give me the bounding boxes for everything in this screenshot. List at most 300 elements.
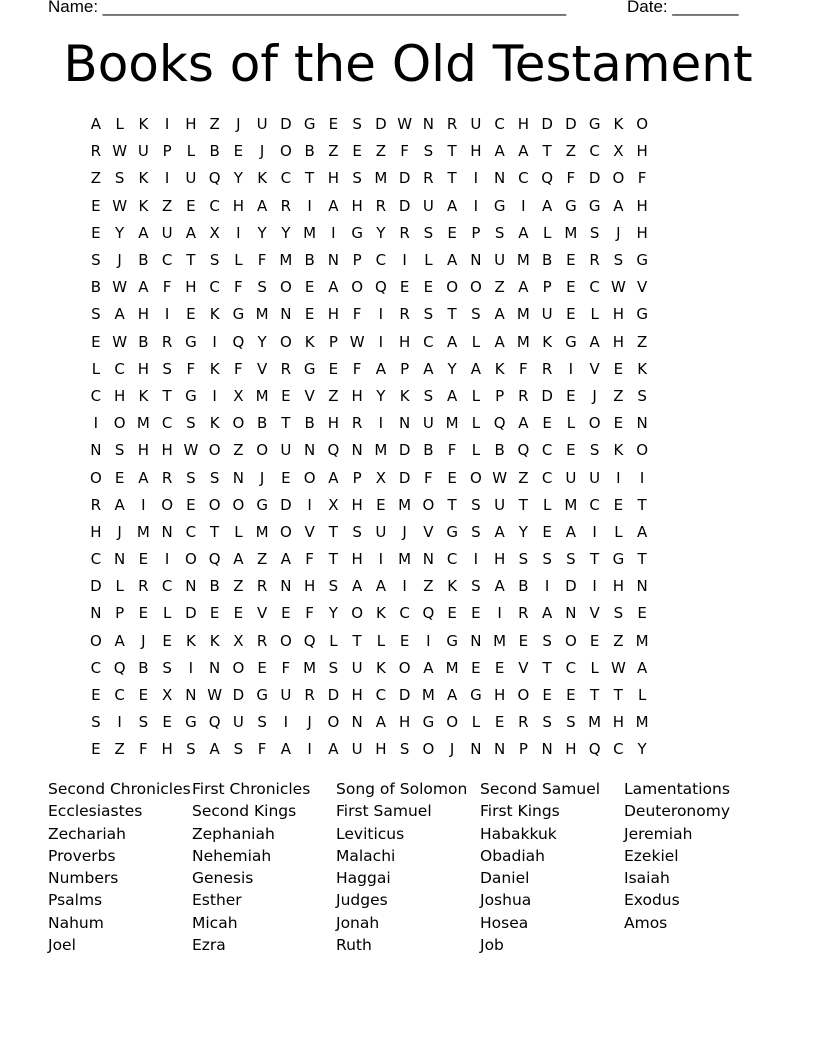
grid-letter: E: [471, 604, 481, 623]
grid-letter: C: [280, 169, 292, 188]
grid-letter: K: [375, 604, 386, 623]
grid-letter: G: [351, 223, 363, 242]
grid-letter: C: [114, 359, 125, 378]
grid-letter: T: [542, 658, 552, 677]
grid-letter: U: [185, 169, 197, 188]
grid-letter: H: [636, 223, 648, 242]
grid-letter: P: [471, 223, 481, 242]
grid-letter: H: [137, 359, 150, 378]
grid-letter: M: [398, 495, 412, 514]
grid-letter: J: [117, 522, 122, 541]
grid-letter: A: [185, 223, 196, 242]
grid-letter: E: [138, 550, 149, 569]
word-list-item: Isaiah: [624, 869, 670, 888]
grid-letter: L: [471, 386, 481, 405]
grid-letter: T: [637, 495, 647, 514]
grid-letter: L: [566, 414, 576, 433]
grid-letter: K: [209, 305, 220, 324]
grid-letter: O: [279, 332, 292, 351]
grid-letter: W: [397, 115, 413, 134]
grid-letter: L: [471, 414, 481, 433]
grid-letter: P: [400, 359, 410, 378]
grid-letter: S: [471, 522, 481, 541]
grid-letter: B: [138, 332, 149, 351]
grid-letter: H: [351, 686, 363, 705]
grid-letter: M: [516, 251, 530, 270]
grid-letter: S: [423, 386, 434, 405]
grid-letter: A: [138, 468, 149, 487]
grid-letter: R: [280, 359, 292, 378]
grid-letter: S: [589, 223, 600, 242]
grid-row: [84, 628, 654, 655]
grid-letter: I: [164, 550, 170, 569]
grid-letter: Q: [517, 441, 530, 460]
grid-letter: F: [305, 550, 314, 569]
grid-letter: O: [279, 278, 292, 297]
grid-letter: M: [516, 332, 530, 351]
grid-letter: M: [303, 658, 317, 677]
grid-letter: Z: [494, 278, 505, 297]
grid-letter: C: [589, 278, 600, 297]
grid-letter: E: [423, 278, 434, 297]
grid-letter: Z: [613, 386, 624, 405]
grid-letter: S: [162, 359, 172, 378]
grid-letter: E: [91, 686, 101, 705]
word-list-item: Nehemiah: [192, 846, 272, 865]
grid-letter: N: [280, 577, 292, 596]
grid-letter: G: [185, 386, 197, 405]
grid-letter: F: [257, 251, 267, 270]
grid-letter: A: [233, 550, 244, 569]
grid-letter: E: [281, 604, 291, 623]
grid-letter: I: [473, 550, 479, 569]
grid-letter: A: [494, 142, 505, 161]
grid-letter: S: [423, 142, 434, 161]
grid-letter: E: [91, 332, 101, 351]
grid-letter: K: [613, 441, 624, 460]
grid-letter: N: [422, 550, 434, 569]
grid-letter: N: [185, 686, 197, 705]
grid-letter: Y: [447, 359, 457, 378]
grid-letter: X: [613, 142, 624, 161]
grid-letter: H: [303, 577, 316, 596]
grid-letter: R: [351, 414, 363, 433]
grid-letter: A: [541, 604, 553, 623]
grid-letter: A: [280, 550, 291, 569]
grid-letter: N: [351, 441, 363, 460]
grid-letter: A: [328, 278, 339, 297]
grid-letter: H: [327, 414, 340, 433]
grid-letter: E: [589, 631, 600, 650]
grid-letter: I: [378, 332, 384, 351]
grid-letter: U: [422, 196, 434, 215]
grid-letter: E: [162, 713, 172, 732]
grid-letter: H: [137, 305, 150, 324]
grid-letter: A: [328, 740, 339, 759]
grid-letter: U: [232, 713, 244, 732]
grid-letter: D: [375, 115, 387, 134]
grid-letter: T: [328, 550, 338, 569]
grid-row: [84, 329, 654, 356]
grid-row: [84, 546, 654, 573]
grid-row: [84, 247, 654, 274]
grid-letter: K: [637, 359, 648, 378]
grid-letter: I: [307, 740, 312, 759]
grid-letter: H: [137, 441, 150, 460]
grid-letter: H: [636, 142, 648, 161]
grid-letter: V: [256, 604, 268, 623]
grid-letter: S: [352, 169, 362, 188]
grid-letter: A: [114, 495, 125, 514]
grid-letter: N: [565, 604, 577, 623]
grid-letter: G: [565, 196, 577, 215]
grid-letter: H: [327, 305, 340, 324]
grid-letter: F: [234, 278, 243, 297]
grid-letter: C: [161, 577, 173, 596]
grid-letter: O: [113, 414, 126, 433]
grid-letter: V: [423, 522, 434, 541]
grid-letter: T: [590, 686, 600, 705]
word-column: [48, 778, 192, 956]
grid-letter: A: [114, 305, 125, 324]
grid-letter: J: [449, 740, 455, 759]
grid-letter: R: [375, 196, 387, 215]
grid-letter: C: [494, 115, 505, 134]
grid-letter: I: [378, 550, 384, 569]
grid-letter: A: [375, 359, 386, 378]
grid-letter: S: [542, 713, 552, 732]
grid-letter: S: [566, 713, 576, 732]
grid-letter: F: [139, 740, 148, 759]
grid-letter: E: [399, 278, 410, 297]
grid-letter: S: [399, 740, 410, 759]
grid-letter: W: [112, 278, 128, 297]
grid-letter: H: [375, 740, 387, 759]
grid-letter: K: [138, 196, 149, 215]
grid-letter: T: [518, 495, 528, 514]
grid-letter: S: [518, 550, 529, 569]
grid-letter: N: [351, 713, 363, 732]
grid-letter: Q: [541, 169, 554, 188]
grid-letter: D: [588, 169, 601, 188]
grid-letter: S: [114, 169, 125, 188]
grid-letter: X: [328, 495, 339, 514]
grid-letter: O: [422, 495, 435, 514]
grid-letter: Z: [328, 142, 339, 161]
grid-letter: J: [141, 631, 146, 650]
grid-letter: C: [423, 332, 434, 351]
grid-letter: O: [588, 414, 601, 433]
grid-letter: S: [209, 468, 220, 487]
grid-letter: S: [186, 414, 196, 433]
grid-letter: E: [566, 686, 576, 705]
grid-letter: I: [592, 577, 597, 596]
grid-letter: K: [613, 115, 624, 134]
grid-letter: R: [304, 686, 315, 705]
grid-letter: E: [281, 468, 291, 487]
grid-letter: I: [307, 196, 312, 215]
grid-letter: D: [565, 115, 577, 134]
grid-letter: O: [351, 604, 364, 623]
grid-letter: O: [564, 631, 577, 650]
word-list-item: Second Samuel: [480, 780, 601, 798]
grid-letter: G: [422, 713, 435, 732]
word-list-item: Habakkuk: [480, 824, 557, 843]
grid-letter: A: [518, 414, 529, 433]
grid-letter: N: [494, 740, 506, 759]
grid-letter: J: [616, 223, 621, 242]
grid-letter: H: [493, 550, 506, 569]
word-list-item: First Kings: [480, 802, 560, 821]
word-list-item: Hosea: [480, 913, 529, 932]
grid-letter: M: [279, 251, 293, 270]
grid-letter: A: [494, 577, 505, 596]
grid-letter: N: [470, 631, 482, 650]
grid-letter: H: [90, 522, 102, 541]
grid-letter: J: [402, 522, 407, 541]
grid-letter: I: [497, 604, 502, 623]
grid-letter: O: [184, 550, 197, 569]
grid-letter: K: [399, 386, 410, 405]
grid-letter: I: [426, 631, 431, 650]
grid-letter: R: [280, 196, 292, 215]
grid-letter: N: [470, 251, 482, 270]
grid-letter: W: [610, 278, 626, 297]
grid-letter: O: [279, 631, 292, 650]
grid-letter: H: [612, 577, 625, 596]
grid-letter: Y: [637, 740, 647, 759]
grid-row: [84, 111, 654, 138]
word-list-item: Ezekiel: [624, 846, 679, 865]
grid-letter: E: [233, 604, 244, 623]
grid-letter: E: [304, 305, 315, 324]
grid-letter: H: [351, 196, 363, 215]
grid-letter: E: [447, 223, 457, 242]
grid-letter: D: [327, 686, 340, 705]
grid-letter: L: [115, 115, 124, 134]
grid-letter: E: [613, 495, 624, 514]
grid-letter: O: [279, 522, 292, 541]
grid-letter: S: [91, 713, 101, 732]
grid-letter: U: [280, 686, 292, 705]
grid-letter: H: [517, 115, 530, 134]
grid-letter: X: [233, 631, 244, 650]
grid-letter: D: [541, 386, 553, 405]
grid-letter: F: [257, 740, 267, 759]
word-column: [624, 778, 768, 956]
grid-letter: H: [612, 713, 625, 732]
grid-letter: C: [161, 414, 173, 433]
grid-letter: D: [398, 686, 411, 705]
grid-letter: H: [351, 550, 363, 569]
grid-letter: B: [541, 251, 553, 270]
grid-letter: C: [565, 658, 577, 677]
grid-letter: M: [136, 414, 150, 433]
grid-letter: E: [566, 251, 576, 270]
grid-letter: M: [421, 686, 435, 705]
word-list-item: Amos: [624, 913, 668, 932]
grid-row: [84, 383, 654, 410]
grid-letter: Y: [233, 169, 243, 188]
grid-letter: M: [635, 631, 649, 650]
grid-letter: B: [518, 577, 529, 596]
grid-letter: G: [612, 550, 625, 569]
grid-letter: S: [257, 713, 267, 732]
word-list-item: Second Kings: [192, 802, 297, 821]
grid-letter: E: [257, 658, 267, 677]
grid-letter: M: [493, 631, 507, 650]
grid-letter: A: [351, 577, 363, 596]
grid-letter: N: [114, 550, 126, 569]
grid-letter: N: [304, 441, 316, 460]
grid-letter: V: [636, 278, 648, 297]
grid-letter: T: [447, 495, 457, 514]
grid-row: [84, 220, 654, 247]
grid-row: [84, 682, 654, 709]
grid-letter: Q: [232, 332, 245, 351]
grid-letter: O: [279, 142, 292, 161]
grid-letter: K: [375, 658, 386, 677]
grid-letter: B: [423, 441, 434, 460]
grid-letter: O: [422, 740, 435, 759]
grid-letter: U: [494, 495, 506, 514]
grid-letter: C: [114, 686, 125, 705]
grid-letter: L: [471, 713, 481, 732]
grid-letter: R: [446, 115, 458, 134]
grid-letter: U: [494, 251, 506, 270]
grid-row: [84, 138, 654, 165]
grid-letter: C: [589, 142, 600, 161]
grid-letter: E: [518, 631, 529, 650]
word-list-item: Exodus: [624, 891, 680, 910]
grid-letter: N: [185, 577, 197, 596]
grid-letter: C: [613, 740, 624, 759]
grid-letter: T: [542, 142, 552, 161]
grid-letter: R: [90, 495, 102, 514]
word-list-item: Leviticus: [336, 824, 405, 843]
grid-letter: T: [590, 550, 600, 569]
grid-letter: G: [446, 631, 458, 650]
word-list-item: Zechariah: [48, 824, 126, 843]
grid-letter: T: [281, 414, 291, 433]
grid-letter: P: [542, 278, 552, 297]
grid-letter: M: [303, 223, 317, 242]
grid-letter: G: [565, 332, 577, 351]
grid-letter: F: [566, 169, 576, 188]
grid-letter: Q: [374, 278, 387, 297]
grid-letter: M: [374, 441, 388, 460]
grid-letter: R: [256, 577, 268, 596]
grid-letter: A: [446, 686, 458, 705]
grid-letter: J: [592, 386, 597, 405]
grid-letter: I: [283, 713, 289, 732]
grid-letter: L: [162, 604, 172, 623]
grid-letter: Z: [256, 550, 268, 569]
grid-letter: Z: [636, 332, 648, 351]
grid-letter: S: [91, 305, 101, 324]
grid-letter: C: [185, 522, 197, 541]
grid-letter: G: [446, 522, 458, 541]
grid-letter: B: [209, 142, 220, 161]
word-list-item: Psalms: [48, 891, 103, 910]
grid-letter: C: [209, 278, 220, 297]
word-list-item: Ruth: [336, 936, 372, 955]
grid-letter: A: [636, 658, 648, 677]
grid-letter: L: [234, 251, 243, 270]
grid-letter: L: [542, 223, 552, 242]
grid-letter: U: [375, 522, 387, 541]
grid-letter: C: [90, 386, 102, 405]
grid-letter: M: [588, 713, 602, 732]
grid-letter: O: [636, 115, 649, 134]
grid-letter: C: [90, 658, 102, 677]
grid-letter: E: [542, 686, 552, 705]
word-list-item: Proverbs: [48, 846, 116, 865]
grid-letter: N: [161, 522, 173, 541]
grid-letter: E: [91, 196, 101, 215]
grid-letter: R: [138, 577, 149, 596]
grid-letter: E: [114, 468, 125, 487]
grid-letter: O: [232, 414, 245, 433]
grid-letter: U: [565, 468, 577, 487]
grid-letter: T: [352, 631, 362, 650]
grid-letter: A: [613, 196, 624, 215]
grid-letter: T: [305, 169, 315, 188]
grid-letter: Z: [518, 468, 529, 487]
grid-letter: L: [91, 359, 101, 378]
grid-letter: Y: [518, 522, 528, 541]
grid-letter: F: [162, 278, 172, 297]
date-line: Date: _______: [627, 0, 739, 16]
grid-letter: E: [138, 686, 149, 705]
grid-letter: V: [304, 386, 315, 405]
grid-letter: B: [209, 577, 220, 596]
grid-letter: S: [613, 251, 624, 270]
grid-letter: E: [328, 359, 339, 378]
grid-letter: W: [112, 142, 128, 161]
grid-letter: T: [447, 305, 457, 324]
grid-letter: E: [138, 604, 149, 623]
grid-letter: C: [446, 550, 458, 569]
word-list-item: Ezra: [192, 936, 226, 955]
grid-letter: A: [138, 278, 149, 297]
word-column: [192, 778, 336, 956]
grid-letter: E: [447, 604, 457, 623]
grid-letter: I: [93, 414, 99, 433]
grid-letter: Z: [114, 740, 125, 759]
grid-letter: H: [351, 386, 363, 405]
grid-letter: D: [398, 468, 411, 487]
grid-letter: M: [445, 414, 459, 433]
grid-letter: U: [161, 223, 173, 242]
word-list-item: Ecclesiastes: [48, 802, 143, 821]
grid-letter: N: [422, 115, 434, 134]
grid-letter: Q: [422, 604, 435, 623]
grid-letter: V: [589, 604, 600, 623]
grid-letter: E: [494, 713, 505, 732]
grid-letter: N: [636, 577, 648, 596]
grid-row: [84, 193, 654, 220]
grid-letter: I: [592, 522, 597, 541]
grid-letter: O: [351, 278, 364, 297]
grid-letter: C: [518, 169, 529, 188]
grid-letter: J: [117, 251, 122, 270]
grid-letter: I: [378, 305, 384, 324]
grid-letter: H: [185, 115, 197, 134]
grid-letter: G: [588, 196, 601, 215]
grid-letter: R: [161, 332, 173, 351]
grid-letter: R: [399, 223, 410, 242]
